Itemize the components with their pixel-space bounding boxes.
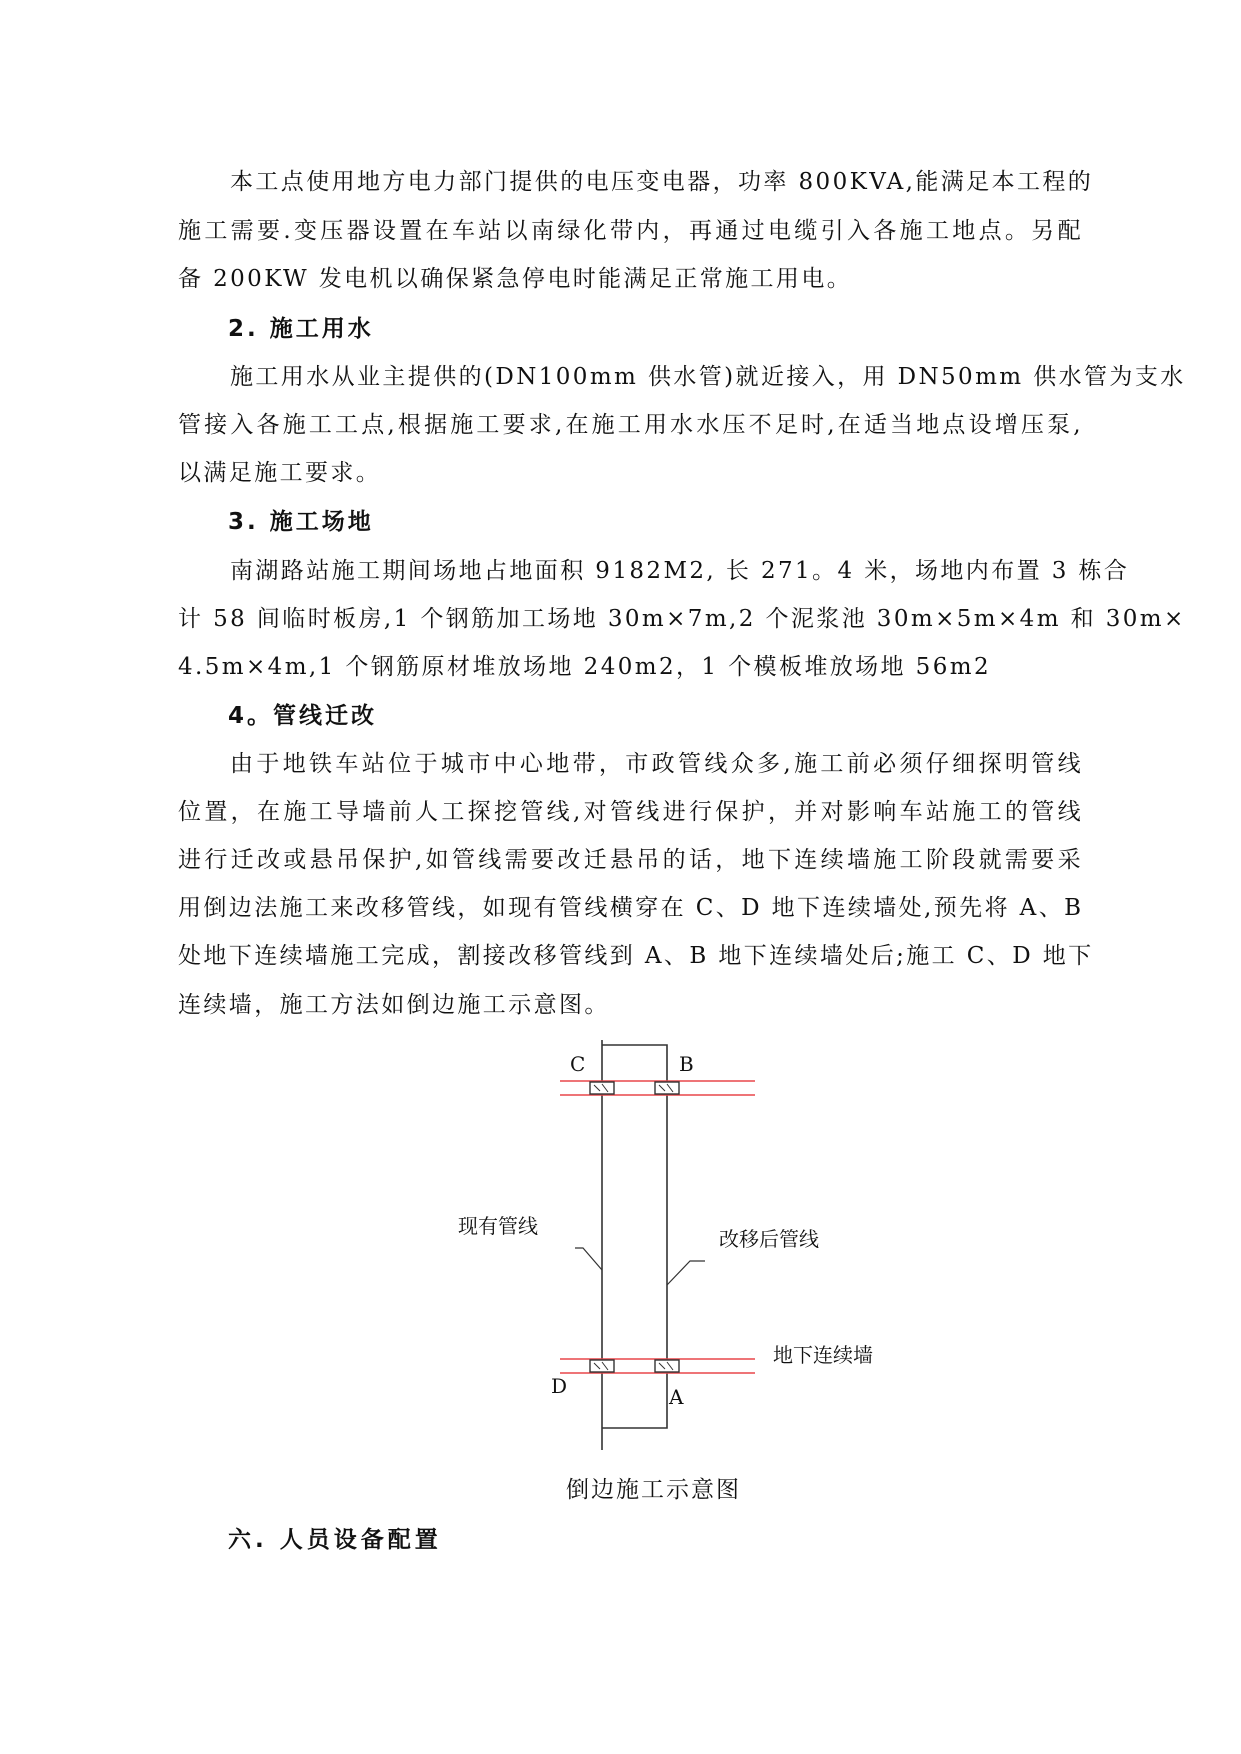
existing-pipeline-leader [575,1248,602,1270]
sleeve-b [655,1082,679,1094]
paragraph-power-line-3: 备 200KW 发电机以确保紧急停电时能满足正常施工用电。 [178,266,853,292]
label-c: C [570,1052,586,1076]
paragraph-pipeline-line-3: 进行迁改或悬吊保护,如管线需要改迁悬吊的话，地下连续墙施工阶段就需要采 [178,847,1083,873]
relocated-pipeline-line [602,1045,667,1428]
heading-water: 2. 施工用水 [228,316,374,342]
relocated-pipeline-leader [667,1261,705,1285]
paragraph-pipeline-line-1: 由于地铁车站位于城市中心地带，市政管线众多,施工前必须仔细探明管线 [230,751,1083,777]
heading-section-6: 六. 人员设备配置 [228,1527,442,1553]
paragraph-water-line-1: 施工用水从业主提供的(DN100mm 供水管)就近接入，用 DN50mm 供水管为支水 [230,364,1186,390]
label-a: A [669,1385,684,1409]
label-diaphragm-wall: 地下连续墙 [773,1343,873,1367]
paragraph-water-line-3: 以满足施工要求。 [178,460,382,486]
paragraph-pipeline-line-2: 位置，在施工导墙前人工探挖管线,对管线进行保护，并对影响车站施工的管线 [178,799,1083,825]
heading-site: 3. 施工场地 [228,509,374,535]
paragraph-pipeline-line-5: 处地下连续墙施工完成，割接改移管线到 A、B 地下连续墙处后;施工 C、D 地下 [178,943,1094,969]
sleeve-a [655,1360,679,1372]
sleeve-d [590,1360,614,1372]
paragraph-site-line-2: 计 58 间临时板房,1 个钢筋加工场地 30m×7m,2 个泥浆池 30m×5m×4m 和 30m× [178,606,1186,632]
paragraph-pipeline-line-6: 连续墙，施工方法如倒边施工示意图。 [178,992,610,1018]
label-d: D [551,1374,568,1398]
label-relocated-pipeline: 改移后管线 [719,1227,819,1251]
label-existing-pipeline: 现有管线 [458,1214,538,1238]
paragraph-power-line-2: 施工需要.变压器设置在车站以南绿化带内，再通过电缆引入各施工地点。另配 [178,218,1083,244]
sleeve-c [590,1082,614,1094]
paragraph-power-line-1: 本工点使用地方电力部门提供的电压变电器，功率 800KVA,能满足本工程的 [230,169,1094,195]
label-b: B [679,1052,694,1076]
paragraph-site-line-3: 4.5m×4m,1 个钢筋原材堆放场地 240m2，1 个模板堆放场地 56m2 [178,654,991,680]
heading-pipeline: 4。管线迁改 [228,703,378,729]
paragraph-pipeline-line-4: 用倒边法施工来改移管线，如现有管线横穿在 C、D 地下连续墙处,预先将 A、B [178,895,1084,921]
paragraph-water-line-2: 管接入各施工工点,根据施工要求,在施工用水水压不足时,在适当地点设增压泵, [178,412,1083,438]
paragraph-site-line-1: 南湖路站施工期间场地占地面积 9182M2, 长 271。4 米，场地内布置 3 栋合 [230,558,1130,584]
figure-caption: 倒边施工示意图 [566,1477,741,1503]
